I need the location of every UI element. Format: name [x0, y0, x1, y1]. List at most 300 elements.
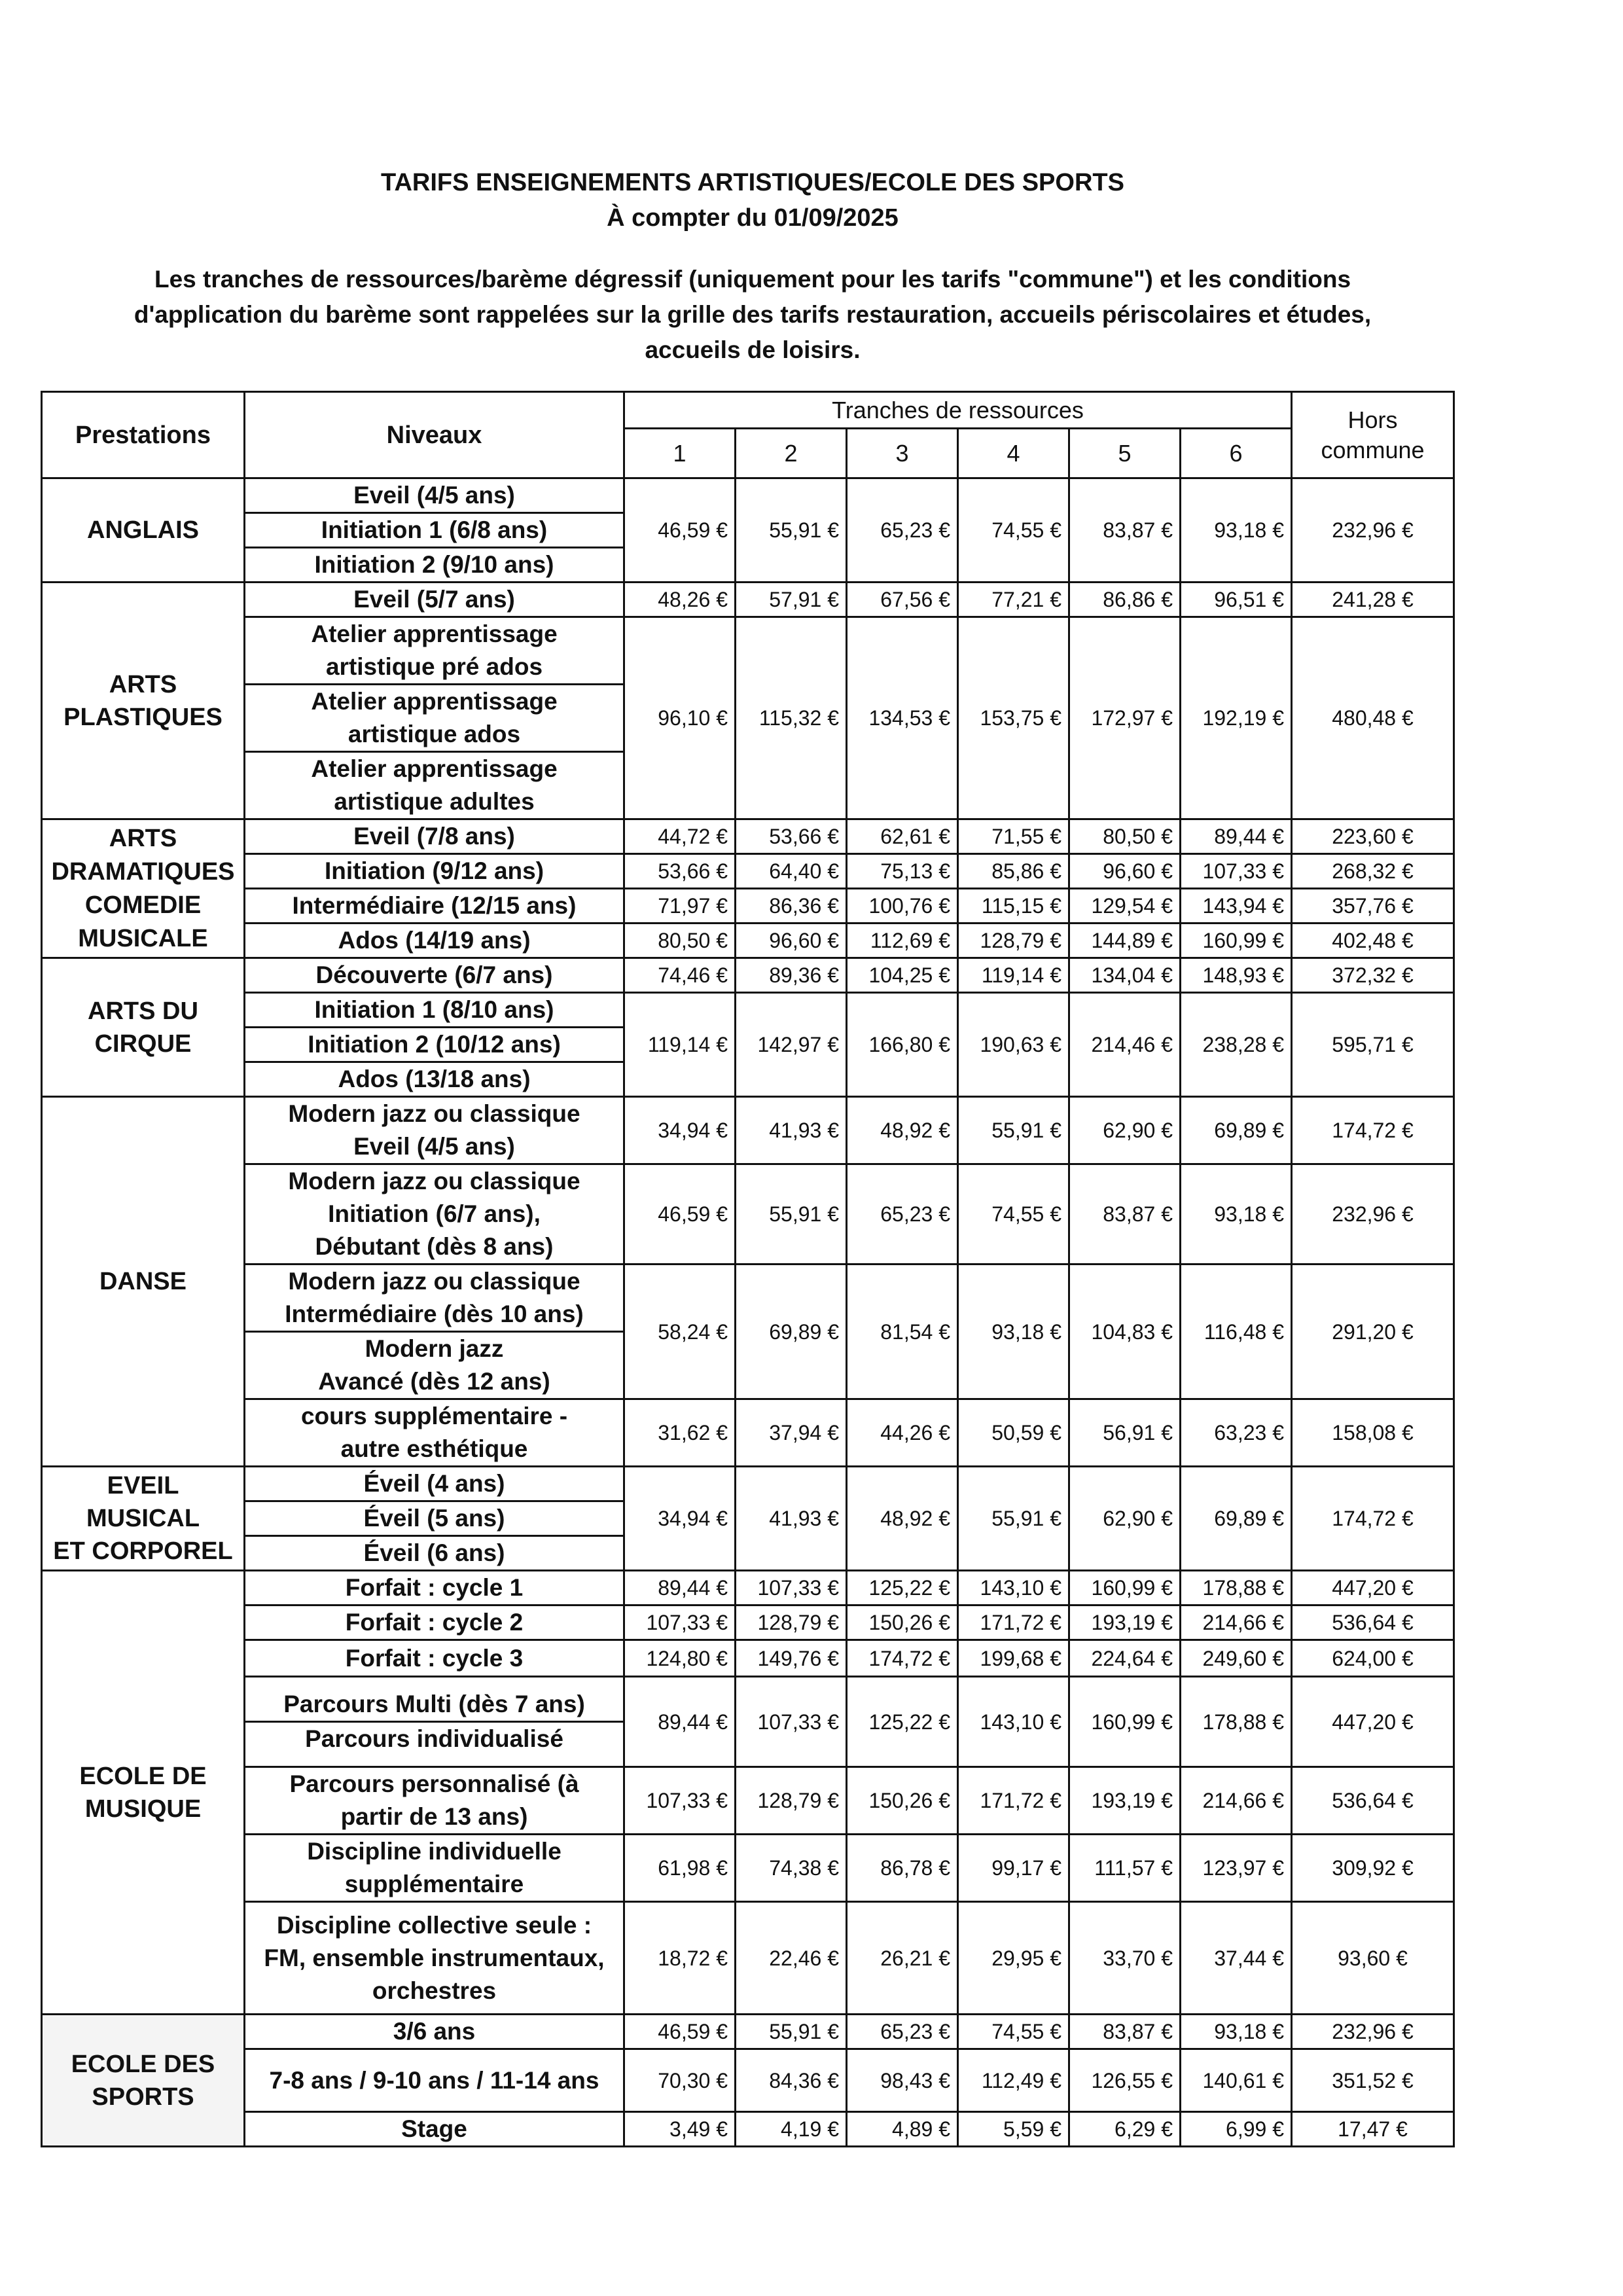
table-row [42, 2049, 1454, 2112]
price-hors-commune: 174,72 € [1292, 1467, 1454, 1571]
price-tranche-2: 115,32 € [736, 617, 847, 819]
prestation-eveil-musical [42, 1467, 245, 1571]
niveau-cell [245, 2049, 624, 2112]
table-row [42, 1399, 1454, 1467]
niveau-cell [245, 752, 624, 819]
text-line: Stage [401, 2115, 467, 2142]
price-tranche-4: 50,59 € [958, 1399, 1069, 1467]
price-tranche-2: 55,91 € [736, 2015, 847, 2049]
price-hors-commune: 309,92 € [1292, 1835, 1454, 1902]
price-tranche-4: 112,49 € [958, 2049, 1069, 2112]
niveau-cell [245, 583, 624, 617]
price-tranche-5: 224,64 € [1069, 1640, 1181, 1677]
text-line: 7-8 ans / 9-10 ans / 11-14 ans [269, 2066, 599, 2094]
price-tranche-6: 37,44 € [1181, 1902, 1292, 2015]
text-line: Initiation 1 (6/8 ans) [321, 516, 548, 543]
price-tranche-3: 75,13 € [847, 854, 958, 889]
text-line: Eveil (4/5 ans) [353, 1133, 515, 1160]
text-line: Intermédiaire (12/15 ans) [292, 892, 577, 919]
price-tranche-2: 142,97 € [736, 993, 847, 1097]
price-tranche-6: 238,28 € [1181, 993, 1292, 1097]
prestation-ecole-de-musique [42, 1571, 245, 2015]
price-tranche-3: 86,78 € [847, 1835, 958, 1902]
price-tranche-6: 140,61 € [1181, 2049, 1292, 2112]
price-tranche-1: 44,72 € [624, 819, 736, 854]
price-tranche-4: 5,59 € [958, 2112, 1069, 2147]
text-line: Eveil (5/7 ans) [353, 586, 515, 613]
niveau-cell [245, 924, 624, 958]
price-tranche-3: 98,43 € [847, 2049, 958, 2112]
tranche-number-2: 2 [736, 429, 847, 478]
price-tranche-1: 46,59 € [624, 1164, 736, 1265]
niveau-cell [245, 1902, 624, 2015]
price-tranche-3: 65,23 € [847, 2015, 958, 2049]
price-hors-commune: 402,48 € [1292, 924, 1454, 958]
text-line: Éveil (5 ans) [363, 1505, 505, 1532]
price-tranche-3: 81,54 € [847, 1265, 958, 1399]
text-line: supplémentaire [344, 1871, 524, 1897]
price-tranche-2: 57,91 € [736, 583, 847, 617]
price-tranche-5: 104,83 € [1069, 1265, 1181, 1399]
text-line: Initiation (6/7 ans), [328, 1200, 541, 1227]
price-tranche-1: 61,98 € [624, 1835, 736, 1902]
price-hors-commune: 351,52 € [1292, 2049, 1454, 2112]
table-row [42, 1767, 1454, 1835]
text-line: Éveil (4 ans) [363, 1470, 505, 1497]
table-row [42, 2015, 1454, 2049]
price-tranche-6: 93,18 € [1181, 2015, 1292, 2049]
niveau-cell [245, 1062, 624, 1097]
price-hors-commune: 624,00 € [1292, 1640, 1454, 1677]
header-niveaux: Niveaux [245, 392, 624, 478]
price-tranche-6: 214,66 € [1181, 1767, 1292, 1835]
price-hors-commune: 357,76 € [1292, 889, 1454, 924]
niveau-cell [245, 617, 624, 685]
price-tranche-6: 93,18 € [1181, 1164, 1292, 1265]
table-row [42, 1605, 1454, 1640]
table-row [42, 819, 1454, 854]
price-hors-commune: 372,32 € [1292, 958, 1454, 993]
price-tranche-6: 192,19 € [1181, 617, 1292, 819]
price-tranche-2: 107,33 € [736, 1677, 847, 1767]
text-line: ANGLAIS [87, 516, 199, 544]
tariff-table [41, 391, 1455, 2147]
niveau-cell [245, 1605, 624, 1640]
price-tranche-6: 178,88 € [1181, 1571, 1292, 1605]
niveau-cell [245, 513, 624, 548]
price-tranche-5: 62,90 € [1069, 1467, 1181, 1571]
table-row [42, 1640, 1454, 1677]
price-tranche-1: 89,44 € [624, 1677, 736, 1767]
price-tranche-1: 80,50 € [624, 924, 736, 958]
price-hors-commune: 536,64 € [1292, 1605, 1454, 1640]
price-tranche-6: 249,60 € [1181, 1640, 1292, 1677]
price-tranche-1: 48,26 € [624, 583, 736, 617]
text-line: MUSIQUE [84, 1795, 202, 1823]
price-hors-commune: 447,20 € [1292, 1677, 1454, 1767]
price-tranche-6: 116,48 € [1181, 1265, 1292, 1399]
niveau-cell [245, 1028, 624, 1062]
price-tranche-4: 171,72 € [958, 1605, 1069, 1640]
text-line: MUSICALE [78, 924, 208, 952]
price-tranche-1: 18,72 € [624, 1902, 736, 2015]
price-tranche-1: 71,97 € [624, 889, 736, 924]
price-tranche-2: 22,46 € [736, 1902, 847, 2015]
price-tranche-6: 214,66 € [1181, 1605, 1292, 1640]
tranche-number-6: 6 [1181, 429, 1292, 478]
niveau-cell [245, 1501, 624, 1536]
price-tranche-3: 44,26 € [847, 1399, 958, 1467]
tranche-number-1: 1 [624, 429, 736, 478]
price-tranche-5: 193,19 € [1069, 1605, 1181, 1640]
price-tranche-3: 112,69 € [847, 924, 958, 958]
price-tranche-4: 85,86 € [958, 854, 1069, 889]
prestation-arts-plastiques [42, 583, 245, 819]
price-tranche-4: 143,10 € [958, 1677, 1069, 1767]
prestation-arts-dramatiques [42, 819, 245, 958]
price-tranche-3: 48,92 € [847, 1097, 958, 1164]
price-hors-commune: 536,64 € [1292, 1767, 1454, 1835]
price-tranche-5: 83,87 € [1069, 478, 1181, 583]
price-tranche-1: 46,59 € [624, 2015, 736, 2049]
niveau-cell [245, 1767, 624, 1835]
price-tranche-1: 74,46 € [624, 958, 736, 993]
document-title: TARIFS ENSEIGNEMENTS ARTISTIQUES/ECOLE DES SPORTS À compter du 01/09/2025 [381, 169, 1124, 232]
price-tranche-5: 83,87 € [1069, 2015, 1181, 2049]
price-tranche-2: 74,38 € [736, 1835, 847, 1902]
price-tranche-5: 80,50 € [1069, 819, 1181, 854]
text-line: autre esthétique [340, 1435, 528, 1462]
price-tranche-6: 123,97 € [1181, 1835, 1292, 1902]
price-tranche-5: 134,04 € [1069, 958, 1181, 993]
text-line: orchestres [372, 1977, 497, 2004]
price-tranche-2: 149,76 € [736, 1640, 847, 1677]
niveau-cell [245, 1097, 624, 1164]
price-tranche-3: 104,25 € [847, 958, 958, 993]
text-line: cours supplémentaire - [300, 1403, 568, 1429]
text-line: EVEIL [107, 1472, 179, 1499]
table-row [42, 2112, 1454, 2147]
niveau-cell [245, 1677, 624, 1767]
text-line: Ados (14/19 ans) [338, 927, 531, 954]
tranche-number-3: 3 [847, 429, 958, 478]
price-tranche-4: 143,10 € [958, 1571, 1069, 1605]
text-line: Modern jazz ou classique [288, 1168, 580, 1194]
price-tranche-6: 63,23 € [1181, 1399, 1292, 1467]
price-tranche-6: 148,93 € [1181, 958, 1292, 993]
prestation-danse [42, 1097, 245, 1467]
price-tranche-2: 37,94 € [736, 1399, 847, 1467]
price-tranche-3: 150,26 € [847, 1605, 958, 1640]
text-line: Intermédiaire (dès 10 ans) [285, 1300, 584, 1327]
price-tranche-6: 107,33 € [1181, 854, 1292, 889]
text-line: Débutant (dès 8 ans) [315, 1233, 554, 1260]
niveau-cell [245, 2112, 624, 2147]
price-tranche-3: 174,72 € [847, 1640, 958, 1677]
price-tranche-4: 171,72 € [958, 1767, 1069, 1835]
prestation-arts-du-cirque [42, 958, 245, 1097]
text-line: PLASTIQUES [63, 703, 223, 731]
price-tranche-5: 56,91 € [1069, 1399, 1181, 1467]
text-line: Modern jazz ou classique [288, 1268, 580, 1295]
text-line: SPORTS [92, 2083, 194, 2111]
table-row [42, 583, 1454, 617]
table-row [42, 1902, 1454, 2015]
text-line: Parcours personnalisé (à [289, 1770, 579, 1797]
text-line: Atelier apprentissage [311, 620, 558, 647]
price-hors-commune: 232,96 € [1292, 2015, 1454, 2049]
table-row [42, 1835, 1454, 1902]
text-line: Forfait : cycle 3 [345, 1644, 524, 1672]
price-tranche-3: 125,22 € [847, 1571, 958, 1605]
price-tranche-6: 89,44 € [1181, 819, 1292, 854]
price-tranche-4: 190,63 € [958, 993, 1069, 1097]
text-line: Parcours individualisé [305, 1725, 563, 1752]
price-tranche-4: 93,18 € [958, 1265, 1069, 1399]
niveau-cell [245, 685, 624, 752]
text-line: Forfait : cycle 1 [345, 1574, 524, 1601]
price-tranche-4: 74,55 € [958, 1164, 1069, 1265]
niveau-cell [245, 1640, 624, 1677]
price-tranche-4: 74,55 € [958, 478, 1069, 583]
price-tranche-5: 160,99 € [1069, 1571, 1181, 1605]
text-line: 3/6 ans [393, 2018, 476, 2045]
price-tranche-5: 62,90 € [1069, 1097, 1181, 1164]
prestation-ecole-des-sports [42, 2015, 245, 2147]
text-line: DRAMATIQUES [51, 857, 235, 886]
price-tranche-3: 166,80 € [847, 993, 958, 1097]
price-tranche-1: 46,59 € [624, 478, 736, 583]
niveau-cell [245, 993, 624, 1028]
price-tranche-1: 96,10 € [624, 617, 736, 819]
price-tranche-1: 107,33 € [624, 1767, 736, 1835]
price-hors-commune: 223,60 € [1292, 819, 1454, 854]
price-tranche-6: 6,99 € [1181, 2112, 1292, 2147]
text-line: artistique adultes [334, 788, 535, 815]
price-hors-commune: 595,71 € [1292, 993, 1454, 1097]
text-line: Ados (13/18 ans) [338, 1066, 531, 1092]
price-tranche-2: 4,19 € [736, 2112, 847, 2147]
price-tranche-4: 71,55 € [958, 819, 1069, 854]
table-row [42, 993, 1454, 1028]
price-tranche-5: 172,97 € [1069, 617, 1181, 819]
price-tranche-1: 31,62 € [624, 1399, 736, 1467]
table-row [42, 1164, 1454, 1265]
niveau-cell [245, 1265, 624, 1399]
text-line: Discipline collective seule : [276, 1911, 592, 1939]
table-row [42, 854, 1454, 889]
price-tranche-3: 65,23 € [847, 478, 958, 583]
price-hors-commune: 17,47 € [1292, 2112, 1454, 2147]
text-line: Atelier apprentissage [311, 755, 558, 782]
table-row [42, 1467, 1454, 1501]
price-tranche-5: 111,57 € [1069, 1835, 1181, 1902]
price-tranche-5: 83,87 € [1069, 1164, 1181, 1265]
price-tranche-2: 89,36 € [736, 958, 847, 993]
price-tranche-3: 4,89 € [847, 2112, 958, 2147]
price-tranche-4: 119,14 € [958, 958, 1069, 993]
price-tranche-3: 100,76 € [847, 889, 958, 924]
text-line: ECOLE DE [79, 1762, 207, 1790]
prestation-anglais [42, 478, 245, 583]
price-tranche-3: 48,92 € [847, 1467, 958, 1571]
price-hors-commune: 232,96 € [1292, 1164, 1454, 1265]
price-tranche-2: 128,79 € [736, 1605, 847, 1640]
niveau-cell [245, 958, 624, 993]
price-tranche-2: 64,40 € [736, 854, 847, 889]
text-line: ET CORPOREL [53, 1537, 233, 1565]
table-row [42, 1677, 1454, 1767]
text-line: Forfait : cycle 2 [345, 1609, 524, 1636]
price-hors-commune: 291,20 € [1292, 1265, 1454, 1399]
price-hors-commune: 158,08 € [1292, 1399, 1454, 1467]
price-tranche-1: 107,33 € [624, 1605, 736, 1640]
price-tranche-6: 143,94 € [1181, 889, 1292, 924]
niveau-cell [245, 548, 624, 583]
price-tranche-4: 128,79 € [958, 924, 1069, 958]
price-tranche-3: 26,21 € [847, 1902, 958, 2015]
text-line: Modern jazz ou classique [288, 1100, 580, 1127]
price-tranche-3: 134,53 € [847, 617, 958, 819]
text-line: Discipline individuelle [307, 1838, 562, 1865]
table-row [42, 617, 1454, 685]
price-tranche-5: 96,60 € [1069, 854, 1181, 889]
niveau-cell [245, 1164, 624, 1265]
price-tranche-1: 124,80 € [624, 1640, 736, 1677]
table-row [42, 1265, 1454, 1399]
price-tranche-3: 62,61 € [847, 819, 958, 854]
text-line: Découverte (6/7 ans) [315, 961, 553, 988]
text-line: artistique ados [348, 721, 521, 747]
price-tranche-2: 69,89 € [736, 1265, 847, 1399]
price-tranche-5: 33,70 € [1069, 1902, 1181, 2015]
price-tranche-2: 55,91 € [736, 478, 847, 583]
table-row [42, 958, 1454, 993]
price-tranche-2: 55,91 € [736, 1164, 847, 1265]
niveau-cell [245, 1536, 624, 1571]
text-line: Éveil (6 ans) [363, 1539, 505, 1566]
niveau-cell [245, 854, 624, 889]
text-line: Eveil (7/8 ans) [353, 823, 515, 850]
price-tranche-1: 58,24 € [624, 1265, 736, 1399]
price-tranche-4: 55,91 € [958, 1097, 1069, 1164]
text-line: ECOLE DES [71, 2050, 215, 2078]
price-hors-commune: 93,60 € [1292, 1902, 1454, 2015]
price-tranche-1: 3,49 € [624, 2112, 736, 2147]
text-line: Initiation 2 (9/10 ans) [314, 551, 554, 578]
price-tranche-2: 128,79 € [736, 1767, 847, 1835]
text-line: ARTS DU [88, 997, 198, 1025]
text-line: Initiation 1 (8/10 ans) [314, 996, 554, 1023]
price-tranche-5: 6,29 € [1069, 2112, 1181, 2147]
price-tranche-4: 199,68 € [958, 1640, 1069, 1677]
price-tranche-4: 153,75 € [958, 617, 1069, 819]
text-line: Initiation (9/12 ans) [324, 857, 544, 884]
niveau-cell [245, 478, 624, 513]
price-tranche-1: 53,66 € [624, 854, 736, 889]
text-line: DANSE [99, 1268, 187, 1295]
tranche-number-5: 5 [1069, 429, 1181, 478]
table-row [42, 1571, 1454, 1605]
price-tranche-2: 96,60 € [736, 924, 847, 958]
price-hors-commune: 174,72 € [1292, 1097, 1454, 1164]
price-tranche-6: 96,51 € [1181, 583, 1292, 617]
document-header [65, 165, 1440, 368]
price-hors-commune: 480,48 € [1292, 617, 1454, 819]
text-line: Atelier apprentissage [311, 688, 558, 715]
text-line: Modern jazz [365, 1335, 504, 1362]
niveau-cell [245, 1399, 624, 1467]
price-tranche-6: 178,88 € [1181, 1677, 1292, 1767]
text-line: Avancé (dès 12 ans) [318, 1368, 550, 1395]
table-row [42, 924, 1454, 958]
price-tranche-4: 99,17 € [958, 1835, 1069, 1902]
price-tranche-5: 129,54 € [1069, 889, 1181, 924]
price-tranche-6: 93,18 € [1181, 478, 1292, 583]
price-tranche-2: 107,33 € [736, 1571, 847, 1605]
header-prestations: Prestations [42, 392, 245, 478]
table-row [42, 889, 1454, 924]
niveau-cell [245, 1467, 624, 1501]
price-tranche-3: 150,26 € [847, 1767, 958, 1835]
price-tranche-6: 69,89 € [1181, 1097, 1292, 1164]
text-line: CIRQUE [94, 1030, 192, 1058]
price-tranche-2: 53,66 € [736, 819, 847, 854]
price-tranche-5: 86,86 € [1069, 583, 1181, 617]
price-tranche-5: 126,55 € [1069, 2049, 1181, 2112]
price-tranche-4: 55,91 € [958, 1467, 1069, 1571]
price-tranche-5: 144,89 € [1069, 924, 1181, 958]
price-tranche-2: 84,36 € [736, 2049, 847, 2112]
price-tranche-3: 65,23 € [847, 1164, 958, 1265]
price-tranche-2: 41,93 € [736, 1097, 847, 1164]
text-line: Initiation 2 (10/12 ans) [308, 1031, 561, 1058]
text-line: MUSICAL [86, 1505, 200, 1532]
price-tranche-1: 70,30 € [624, 2049, 736, 2112]
text-line: COMEDIE [84, 891, 202, 919]
price-tranche-5: 214,46 € [1069, 993, 1181, 1097]
text-line: Parcours Multi (dès 7 ans) [283, 1691, 585, 1717]
niveau-cell [245, 1835, 624, 1902]
price-tranche-1: 119,14 € [624, 993, 736, 1097]
tranche-number-4: 4 [958, 429, 1069, 478]
header-tranches: Tranches de ressources [624, 392, 1292, 429]
text-line: partir de 13 ans) [340, 1803, 528, 1830]
price-hors-commune: 447,20 € [1292, 1571, 1454, 1605]
price-hors-commune: 232,96 € [1292, 478, 1454, 583]
text-line: ARTS [109, 824, 177, 852]
text-line: artistique pré ados [325, 653, 543, 680]
niveau-cell [245, 819, 624, 854]
price-tranche-2: 86,36 € [736, 889, 847, 924]
niveau-cell [245, 889, 624, 924]
price-tranche-4: 29,95 € [958, 1902, 1069, 2015]
price-tranche-6: 69,89 € [1181, 1467, 1292, 1571]
price-tranche-3: 67,56 € [847, 583, 958, 617]
niveau-cell [245, 2015, 624, 2049]
text-line: FM, ensemble instrumentaux, [264, 1944, 605, 1971]
table-row [42, 1097, 1454, 1164]
price-tranche-1: 34,94 € [624, 1467, 736, 1571]
text-line: Eveil (4/5 ans) [353, 482, 515, 509]
price-tranche-4: 115,15 € [958, 889, 1069, 924]
niveau-cell [245, 1571, 624, 1605]
price-tranche-1: 34,94 € [624, 1097, 736, 1164]
price-tranche-5: 160,99 € [1069, 1677, 1181, 1767]
price-tranche-2: 41,93 € [736, 1467, 847, 1571]
price-hors-commune: 241,28 € [1292, 583, 1454, 617]
intro-paragraph: Les tranches de ressources/barème dégressif (uniquement pour les tarifs "commune") et les conditions d'application du barème sont rappelées sur la grille des tarifs restauration, accueils périscolaires et études, accueils de loisirs. [134, 266, 1372, 363]
